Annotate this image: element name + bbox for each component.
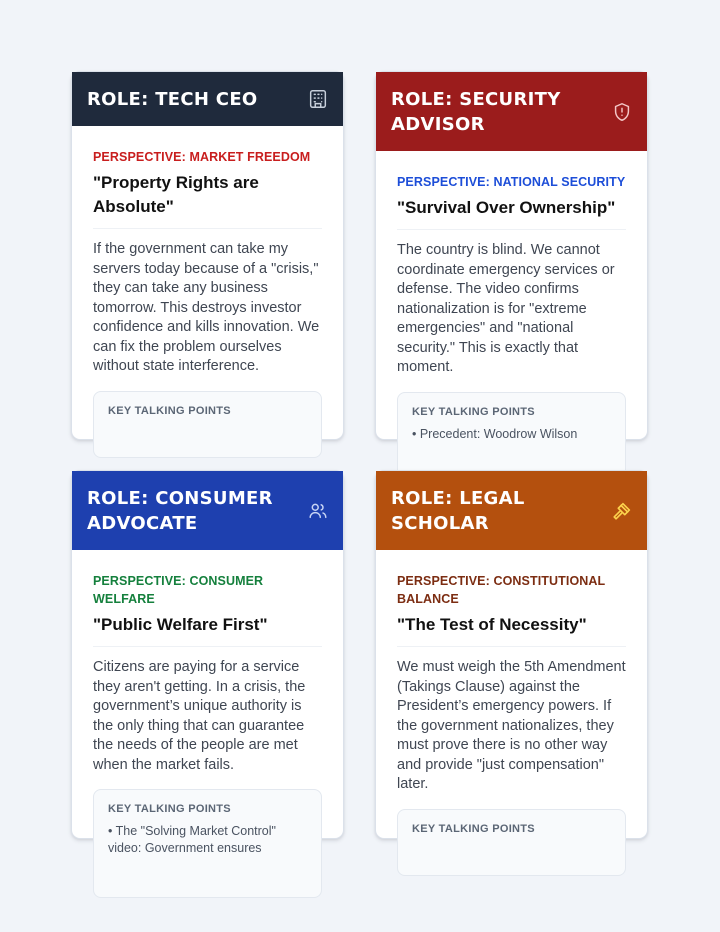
card-header — [376, 471, 647, 550]
role-title: ROLE: TECH CEO — [87, 89, 258, 110]
users-icon — [307, 500, 329, 522]
talking-points-box — [397, 809, 626, 876]
talking-points-title: KEY TALKING POINTS — [412, 822, 535, 835]
card-quote: "Property Rights are Absolute" — [93, 171, 322, 229]
perspective-label: PERSPECTIVE: NATIONAL SECURITY — [397, 175, 626, 189]
perspective-label: PERSPECTIVE: CONSUMER WELFARE — [93, 574, 264, 606]
building-icon — [307, 88, 329, 110]
talking-points-box — [93, 391, 322, 458]
talking-point: • Precedent: Woodrow Wilson — [412, 426, 578, 441]
talking-points-title: KEY TALKING POINTS — [108, 404, 231, 417]
role-card-legal-scholar — [375, 470, 648, 839]
gavel-icon — [611, 500, 633, 522]
card-text: If the government can take my servers today because of a "crisis," they can take any business tomorrow. This destroys investor confidence and kills innovation. We can fix the problem ourselves without state interference. — [93, 241, 320, 374]
role-title: ROLE: LEGAL SCHOLAR — [391, 488, 525, 534]
role-card-tech-ceo — [71, 71, 344, 440]
role-title: ROLE: SECURITY ADVISOR — [391, 89, 561, 135]
card-text: Citizens are paying for a service they aren't getting. In a crisis, the government’s unique authority is the only thing that can guarantee the needs of the people are met when the market fails. — [93, 659, 306, 773]
shield-alert-icon — [611, 101, 633, 123]
perspective-label: PERSPECTIVE: MARKET FREEDOM — [93, 150, 311, 164]
card-text: We must weigh the 5th Amendment (Takings Clause) against the President’s emergency powers. If the government nationalizes, they must prove there is no other way and provide "just compensation" later. — [397, 659, 626, 792]
role-title: ROLE: CONSUMER ADVOCATE — [87, 488, 273, 534]
card-quote: "Public Welfare First" — [93, 613, 322, 647]
card-text: The country is blind. We cannot coordinate emergency services or defense. The video confirms nationalization is for "extreme emergencies" and "national security." This is exactly that moment. — [397, 242, 615, 375]
card-header — [376, 72, 647, 151]
talking-points-title: KEY TALKING POINTS — [412, 405, 535, 418]
perspective-label: PERSPECTIVE: CONSTITUTIONAL BALANCE — [397, 574, 606, 606]
talking-point: • The "Solving Market Control" video: Government ensures — [108, 824, 276, 855]
card-quote: "The Test of Necessity" — [397, 613, 626, 647]
card-header — [72, 471, 343, 550]
talking-points-title: KEY TALKING POINTS — [108, 803, 231, 815]
card-header — [72, 72, 343, 126]
card-quote: "Survival Over Ownership" — [397, 196, 626, 230]
role-card-security-advisor — [375, 71, 648, 440]
talking-points-box — [93, 789, 322, 898]
role-card-consumer-advocate — [71, 470, 344, 855]
